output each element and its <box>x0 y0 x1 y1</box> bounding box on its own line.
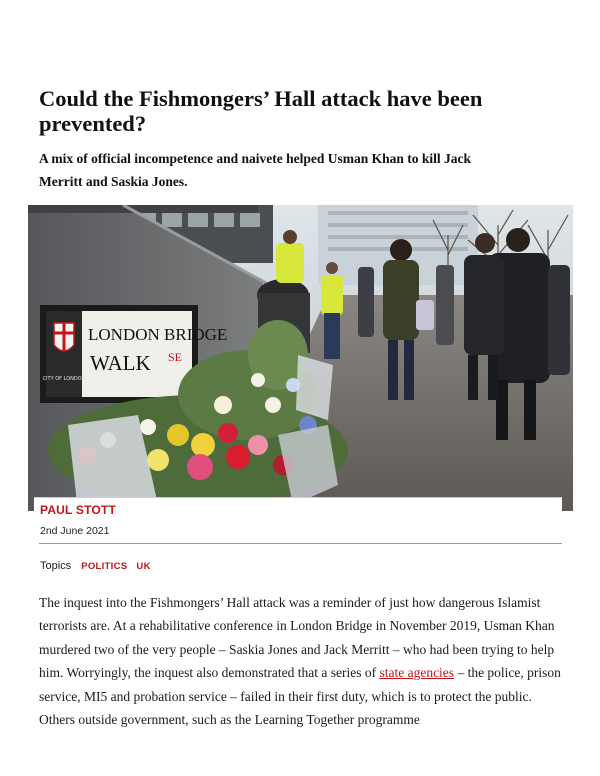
article-headline: Could the Fishmongers’ Hall attack have been prevented? <box>39 86 483 136</box>
body-text-after-link: – the police, prison service, MI5 and probation service – failed in their first duty, which is to protect the public. Others outside government, such as the Learning Together programme <box>39 665 561 728</box>
topic-tag-politics[interactable]: POLITICS <box>81 561 128 572</box>
sign-suffix: SE <box>168 350 183 364</box>
author-name[interactable]: PAUL STOTT <box>40 503 117 517</box>
article-standfirst: A mix of official incompetence and naivete helped Usman Khan to kill Jack Merritt and Saskia Jones. <box>39 151 471 189</box>
article-body-paragraph <box>39 591 564 731</box>
body-text-before-link: The inquest into the Fishmongers’ Hall attack was a reminder of just how dangerous Islamist terrorists are. At a rehabilitative conference in London Bridge in November 2019, Usman Khan murdered two of the very people – Saskia Jones and Jack Merritt – who had been trying to help him. Worryingly, the inquest also demonstrated that a series of <box>39 595 555 681</box>
crest-caption: CITY OF LONDON <box>42 376 86 382</box>
topics-row <box>40 560 160 572</box>
topics-label: Topics <box>40 560 72 572</box>
state-agencies-link[interactable]: state agencies <box>379 665 455 681</box>
topic-tag-uk[interactable]: UK <box>136 561 151 572</box>
sign-line1: LONDON BRIDGE <box>88 325 228 344</box>
sign-line2: WALK <box>90 351 151 375</box>
byline-divider <box>39 543 562 544</box>
hero-image <box>28 205 573 511</box>
publish-date: 2nd June 2021 <box>40 525 110 537</box>
